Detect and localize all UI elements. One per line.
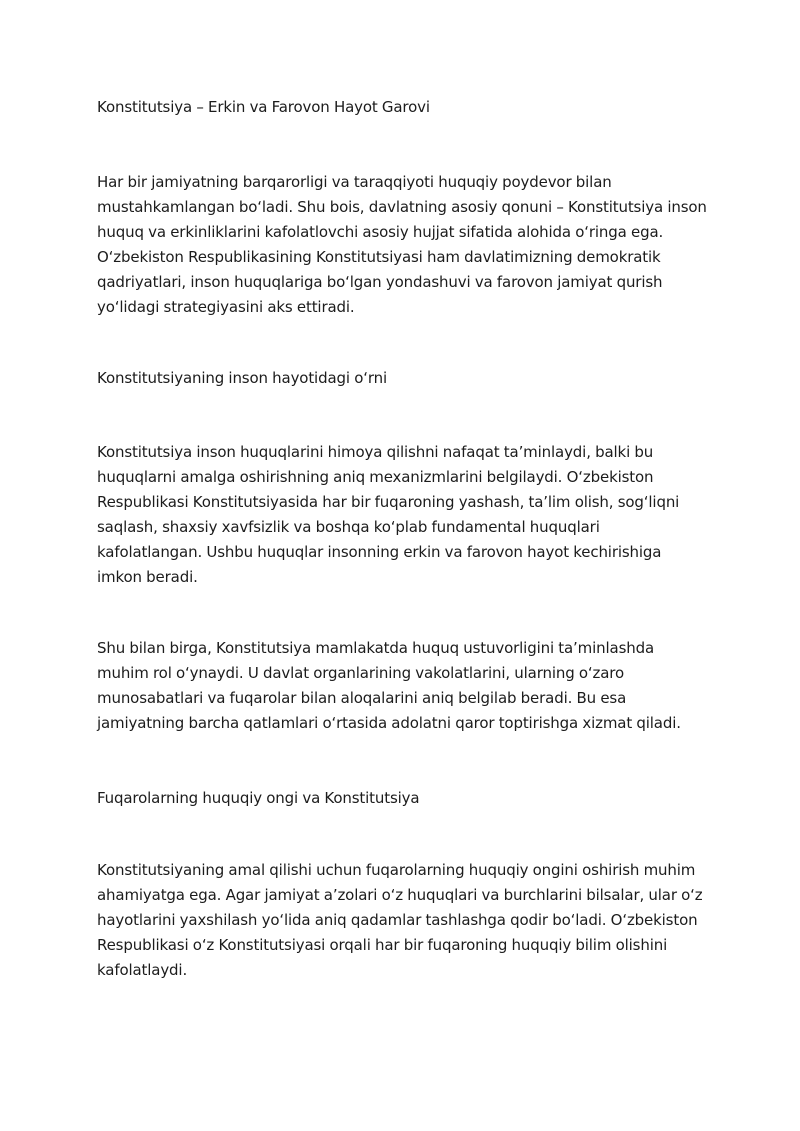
document-title: Konstitutsiya – Erkin va Farovon Hayot Garovi: [97, 98, 430, 116]
section-role-paragraph-2: Shu bilan birga, Konstitutsiya mamlakatda huquq ustuvorligini ta’minlashda muhim rol o‘ynaydi. U davlat organlarining vakolatlarini, ularning o‘zaro munosabatlari va fuqarolar bilan aloqalarini aniq belgilab beradi. Bu esa jamiyatning barcha qatlamlari o‘rtasida adolatni qaror toptirishga xizmat qiladi.: [97, 639, 681, 732]
section-heading-legal-awareness: Fuqarolarning huquqiy ongi va Konstitutsiya: [97, 789, 420, 807]
section-heading-role: Konstitutsiyaning inson hayotidagi o‘rni: [97, 369, 387, 387]
intro-paragraph: Har bir jamiyatning barqarorligi va taraqqiyoti huquqiy poydevor bilan mustahkamlangan bo‘ladi. Shu bois, davlatning asosiy qonuni – Konstitutsiya inson huquq va erkinliklarini kafolatlovchi asosiy hujjat sifatida alohida o‘ringa ega. O‘zbekiston Respublikasining Konstitutsiyasi ham davlatimizning demokratik qadriyatlari, inson huquqlariga bo‘lgan yondashuvi va farovon jamiyat qurish yo‘lidagi strategiyasini aks ettiradi.: [97, 173, 707, 316]
section-legal-awareness-paragraph: Konstitutsiyaning amal qilishi uchun fuqarolarning huquqiy ongini oshirish muhim ahamiyatga ega. Agar jamiyat a’zolari o‘z huquqlari va burchlarini bilsalar, ular o‘z hayotlarini yaxshilash yo‘lida aniq qadamlar tashlashga qodir bo‘ladi. O‘zbekiston Respublikasi o‘z Konstitutsiyasi orqali har bir fuqaroning huquqiy bilim olishini kafolatlaydi.: [97, 861, 703, 979]
section-role-paragraph-1: Konstitutsiya inson huquqlarini himoya qilishni nafaqat ta’minlaydi, balki bu huquqlarni amalga oshirishning aniq mexanizmlarini belgilaydi. O‘zbekiston Respublikasi Konstitutsiyasida har bir fuqaroning yashash, ta’lim olish, sog‘liqni saqlash, shaxsiy xavfsizlik va boshqa ko‘plab fundamental huquqlari kafolatlangan. Ushbu huquqlar insonning erkin va farovon hayot kechirishiga imkon beradi.: [97, 443, 680, 586]
